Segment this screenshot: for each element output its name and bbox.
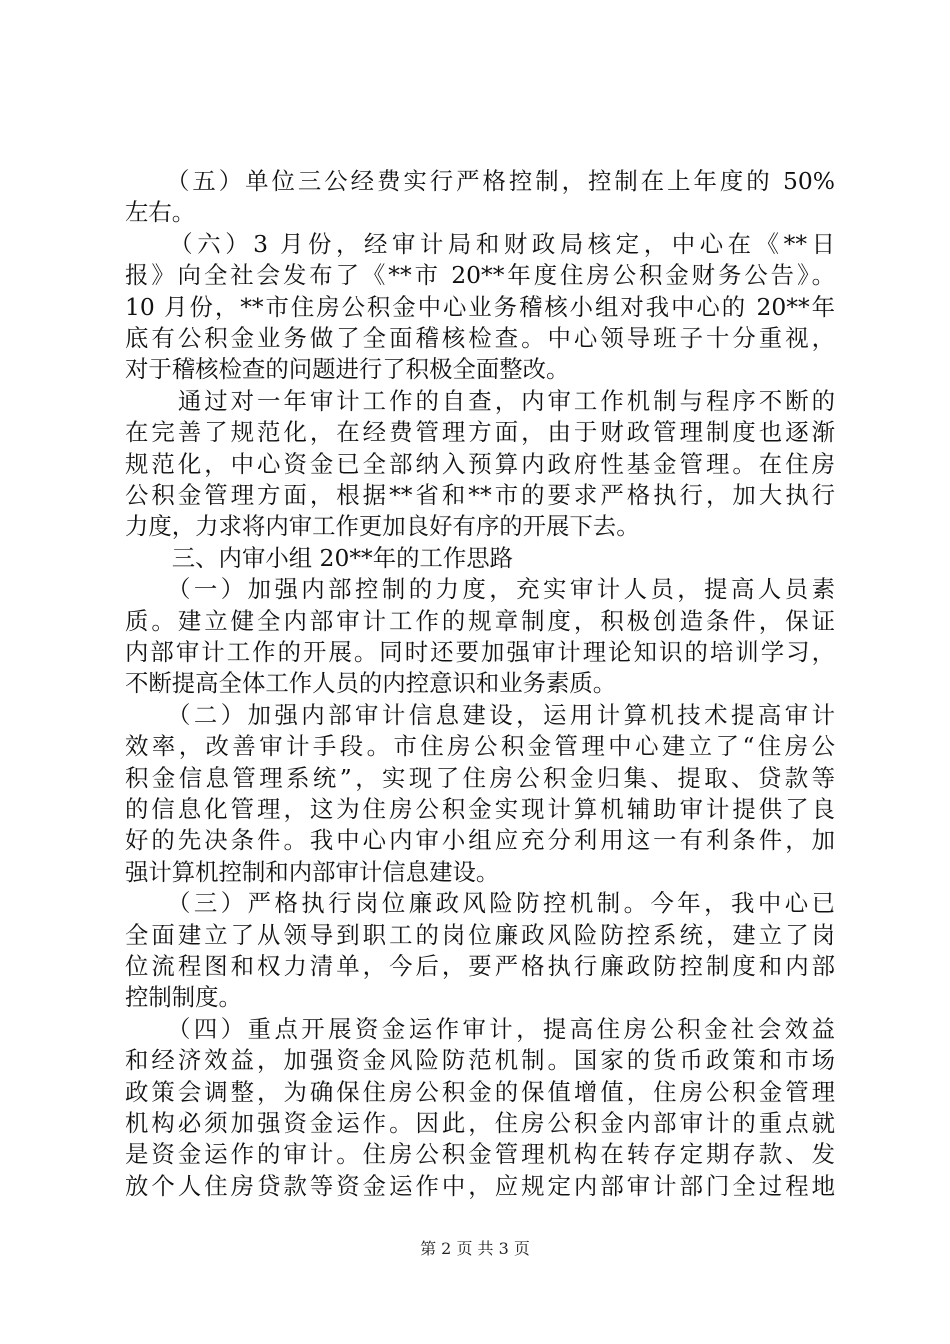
text-line: 放个人住房贷款等资金运作中，应规定内部审计部门全过程地 xyxy=(125,1171,835,1200)
text-line: 10 月份，**市住房公积金中心业务稽核小组对我中心的 20**年 xyxy=(125,292,835,321)
text-line: （四）重点开展资金运作审计，提高住房公积金社会效益 xyxy=(125,1014,835,1043)
section-heading: 三、内审小组 20**年的工作思路 xyxy=(125,543,514,572)
text-line: 政策会调整，为确保住房公积金的保值增值，住房公积金管理 xyxy=(125,1077,835,1106)
text-line: 积金信息管理系统”，实现了住房公积金归集、提取、贷款等 xyxy=(125,763,835,792)
text-line: 机构必须加强资金运作。因此，住房公积金内部审计的重点就 xyxy=(125,1109,835,1137)
text-line: （六）3 月份，经审计局和财政局核定，中心在《**日 xyxy=(125,229,835,258)
text-line: 好的先决条件。我中心内审小组应充分利用这一有利条件，加 xyxy=(125,826,835,855)
text-line: 公积金管理方面，根据**省和**市的要求严格执行，加大执行 xyxy=(125,481,835,509)
text-line: 控制制度。 xyxy=(125,983,242,1012)
text-line: （一）加强内部控制的力度，充实审计人员，提高人员素 xyxy=(125,575,835,604)
text-line: 底有公积金业务做了全面稽核检查。中心领导班子十分重视， xyxy=(125,324,835,352)
text-line: 质。建立健全内部审计工作的规章制度，积极创造条件，保证 xyxy=(125,606,835,635)
text-line: 内部审计工作的开展。同时还要加强审计理论知识的培训学习， xyxy=(125,638,835,666)
page-number-footer: 第 2 页 共 3 页 xyxy=(420,1239,530,1258)
text-line: 报》向全社会发布了《**市 20**年度住房公积金财务公告》。 xyxy=(125,261,835,290)
text-line: 全面建立了从领导到职工的岗位廉政风险防控系统，建立了岗 xyxy=(125,920,835,949)
text-line: 是资金运作的审计。住房公积金管理机构在转存定期存款、发 xyxy=(125,1140,835,1169)
text-line: （三）严格执行岗位廉政风险防控机制。今年，我中心已 xyxy=(125,889,835,918)
text-line: 在完善了规范化，在经费管理方面，由于财政管理制度也逐渐 xyxy=(125,418,835,447)
text-line: 规范化，中心资金已全部纳入预算内政府性基金管理。在住房 xyxy=(125,449,835,478)
text-line: 位流程图和权力清单，今后，要严格执行廉政防控制度和内部 xyxy=(125,952,835,980)
text-line: 和经济效益，加强资金风险防范机制。国家的货币政策和市场 xyxy=(125,1046,835,1075)
text-line: 对于稽核检查的问题进行了积极全面整改。 xyxy=(125,355,570,384)
text-line: 不断提高全体工作人员的内控意识和业务素质。 xyxy=(125,669,617,698)
text-line: （二）加强内部审计信息建设，运用计算机技术提高审计 xyxy=(125,700,835,729)
text-line: 效率，改善审计手段。市住房公积金管理中心建立了“住房公 xyxy=(125,732,835,761)
text-line: 力度，力求将内审工作更加良好有序的开展下去。 xyxy=(125,512,640,541)
text-line: （五）单位三公经费实行严格控制，控制在上年度的 50% xyxy=(125,167,835,195)
text-line: 的信息化管理，这为住房公积金实现计算机辅助审计提供了良 xyxy=(125,795,835,823)
text-line: 强计算机控制和内部审计信息建设。 xyxy=(125,857,500,886)
text-line: 通过对一年审计工作的自查，内审工作机制与程序不断的 xyxy=(125,386,835,415)
text-line: 左右。 xyxy=(125,198,196,227)
